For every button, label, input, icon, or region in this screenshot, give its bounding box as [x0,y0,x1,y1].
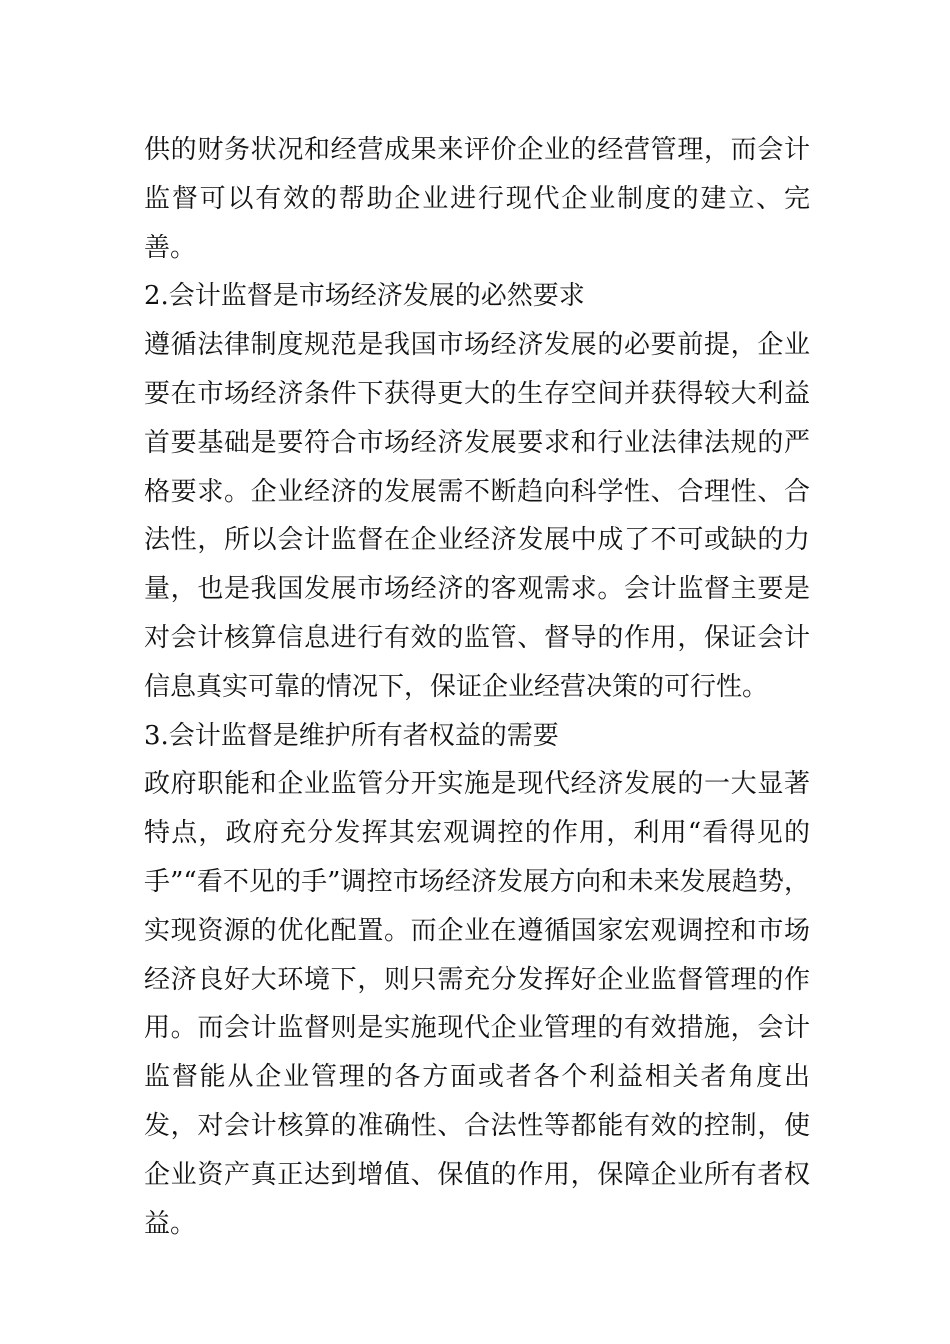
paragraph-continuation: 供的财务状况和经营成果来评价企业的经营管理，而会计监督可以有效的帮助企业进行现代企业制度的建立、完善。 [144,135,810,263]
section-heading-3: 3.会计监督是维护所有者权益的需要 [144,720,559,751]
paragraph-market-economy: 遵循法律制度规范是我国市场经济发展的必要前提，企业要在市场经济条件下获得更大的生存空间并获得较大利益首要基础是要符合市场经济发展要求和行业法律法规的严格要求。企业经济的发展需不断趋向科学性、合理性、合法性，所以会计监督在企业经济发展中成了不可或缺的力量，也是我国发展市场经济的客观需求。会计监督主要是对会计核算信息进行有效的监管、督导的作用，保证会计信息真实可靠的情况下，保证企业经营决策的可行性。 [144,330,810,702]
document-body [144,126,810,1248]
section-heading-2: 2.会计监督是市场经济发展的必然要求 [144,281,585,312]
paragraph-owner-equity: 政府职能和企业监管分开实施是现代经济发展的一大显著特点，政府充分发挥其宏观调控的作用，利用“看得见的手”“看不见的手”调控市场经济发展方向和未来发展趋势，实现资源的优化配置。而企业在遵循国家宏观调控和市场经济良好大环境下，则只需充分发挥好企业监督管理的作用。而会计监督则是实施现代企业管理的有效措施，会计监督能从企业管理的各方面或者各个利益相关者角度出发，对会计核算的准确性、合法性等都能有效的控制，使企业资产真正达到增值、保值的作用，保障企业所有者权益。 [144,769,810,1239]
